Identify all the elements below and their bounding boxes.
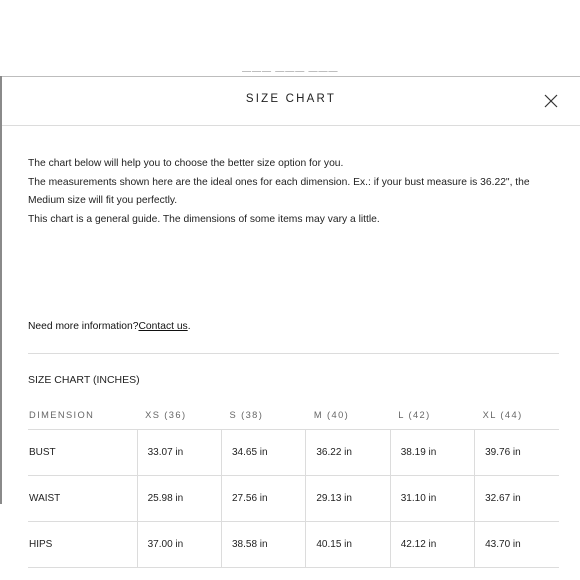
intro-line-3: This chart is a general guide. The dimensions of some items may vary a little.	[28, 213, 380, 225]
size-table	[28, 400, 559, 568]
header-xl: XL (44)	[475, 400, 559, 430]
table-cell: 40.15 in	[306, 522, 390, 568]
intro-text	[28, 155, 558, 229]
header-dimension: DIMENSION	[28, 400, 137, 430]
table-cell: 33.07 in	[137, 430, 221, 476]
modal-header	[2, 77, 580, 126]
close-button[interactable]	[544, 94, 558, 108]
close-icon	[544, 94, 558, 108]
table-cell: 43.70 in	[475, 522, 559, 568]
table-cell: 36.22 in	[306, 430, 390, 476]
table-cell: 32.67 in	[475, 476, 559, 522]
table-row	[28, 430, 559, 476]
table-cell: 39.76 in	[475, 430, 559, 476]
more-info	[28, 321, 191, 332]
header-l: L (42)	[390, 400, 474, 430]
header-m: M (40)	[306, 400, 390, 430]
table-cell: 34.65 in	[222, 430, 306, 476]
table-row	[28, 476, 559, 522]
intro-line-1: The chart below will help you to choose the better size option for you.	[28, 158, 344, 169]
header-s: S (38)	[222, 400, 306, 430]
backdrop-text: ——— ——— ———	[242, 66, 339, 76]
page-backdrop	[0, 0, 580, 76]
contact-us-link[interactable]: Contact us	[138, 321, 188, 332]
table-cell: 27.56 in	[222, 476, 306, 522]
table-cell: 31.10 in	[390, 476, 474, 522]
section-divider	[28, 353, 559, 354]
row-label-waist: WAIST	[28, 476, 137, 522]
more-info-suffix: .	[187, 321, 191, 332]
size-chart-modal	[2, 76, 580, 550]
more-info-label: Need more information?	[28, 321, 139, 332]
table-cell: 29.13 in	[306, 476, 390, 522]
row-label-bust: BUST	[28, 430, 137, 476]
table-cell: 25.98 in	[137, 476, 221, 522]
table-header-row	[28, 400, 559, 430]
table-cell: 38.19 in	[390, 430, 474, 476]
header-xs: XS (36)	[137, 400, 221, 430]
table-title: SIZE CHART (INCHES)	[28, 374, 140, 386]
row-label-hips: HIPS	[28, 522, 137, 568]
table-cell: 42.12 in	[390, 522, 474, 568]
table-row	[28, 522, 559, 568]
intro-line-2: The measurements shown here are the ideal ones for each dimension. Ex.: if your bust measure is 36.22", the Medium size will fit you perfectly.	[28, 176, 530, 207]
table-cell: 38.58 in	[222, 522, 306, 568]
modal-title: SIZE CHART	[245, 93, 337, 105]
table-cell: 37.00 in	[137, 522, 221, 568]
